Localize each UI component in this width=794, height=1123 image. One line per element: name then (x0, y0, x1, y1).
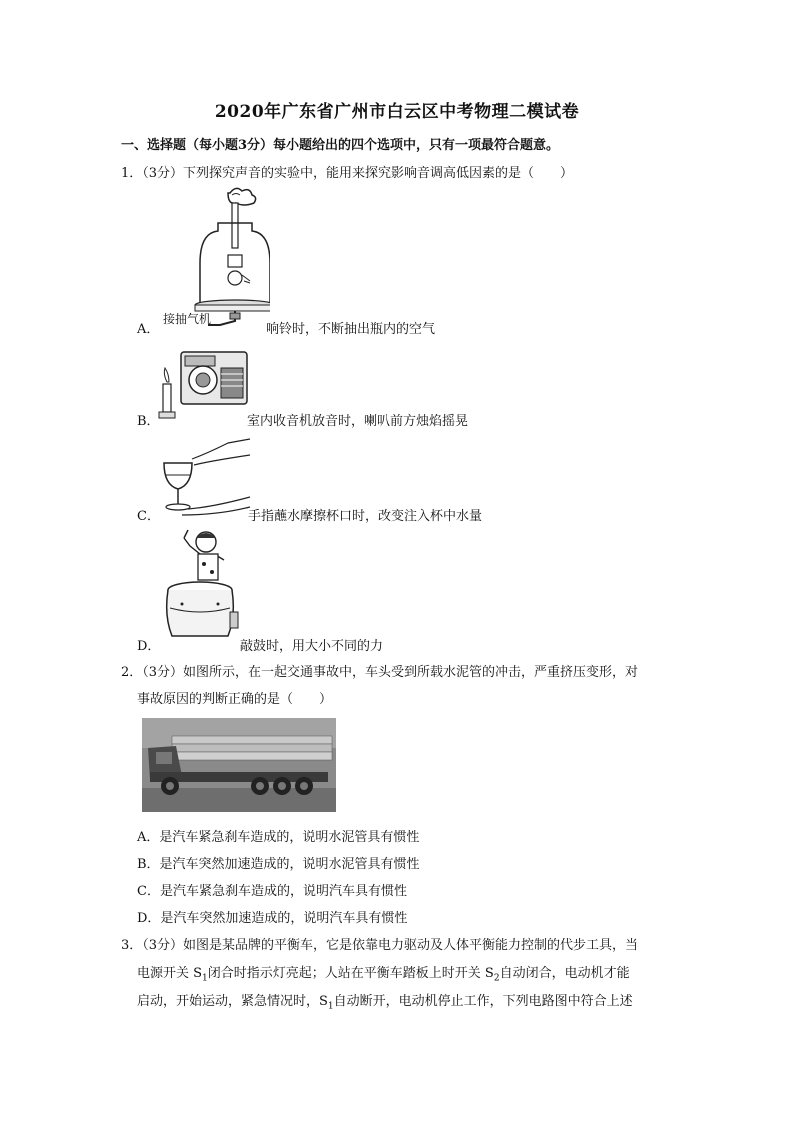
question-1-stem: 1．（3分）下列探究声音的实验中，能用来探究影响音调高低因素的是（ ） (121, 166, 574, 181)
pump-caption: 接抽气机 (163, 312, 212, 326)
q3-s1-subscript: 1 (202, 973, 208, 984)
q1-option-b-label[interactable]: B． (137, 414, 160, 429)
q1-option-d-label[interactable]: D． (137, 639, 161, 654)
q2-option-c[interactable]: C．是汽车紧急刹车造成的，说明汽车具有惯性 (137, 884, 407, 899)
q1-option-d-text: 敲鼓时，用大小不同的力 (240, 639, 384, 654)
page-title: 2020年广东省广州市白云区中考物理二模试卷 (214, 102, 580, 122)
q2-option-d[interactable]: D．是汽车突然加速造成的，说明汽车具有惯性 (137, 911, 408, 926)
q3-s2-subscript: 2 (493, 973, 500, 984)
question-3-line3 (137, 990, 633, 1012)
q1-option-a-text: 响铃时，不断抽出瓶内的空气 (266, 322, 436, 337)
q1-option-a-label[interactable]: A． (137, 322, 160, 337)
section-heading: 一、选择题（每小题3分）每小题给出的四个选项中，只有一项最符合题意。 (121, 138, 560, 153)
q3-line2-part-c: 自动闭合，电动机才能 (499, 966, 630, 981)
q3-line2-part-b: 闭合时指示灯亮起；人站在平衡车踏板上时开关 S (207, 966, 494, 981)
question-2-stem-line2: 事故原因的判断正确的是（ ） (137, 692, 333, 707)
question-3-line2 (137, 962, 630, 984)
question-3-line1: 3．（3分）如图是某品牌的平衡车，它是依靠电力驱动及人体平衡能力控制的代步工具，当 (121, 938, 639, 953)
q1-option-b-text: 室内收音机放音时，喇叭前方烛焰摇晃 (247, 414, 469, 429)
radio-candle-figure (155, 346, 250, 426)
q3-line3-part-b: 自动断开，电动机停止工作，下列电路图中符合上述 (333, 994, 633, 1009)
question-2-stem-line1: 2．（3分）如图所示，在一起交通事故中，车头受到所载水泥管的冲击，严重挤压变形，对 (121, 665, 639, 680)
q3-s1-subscript-2: 1 (327, 1001, 334, 1012)
truck-accident-photo (142, 718, 336, 812)
wine-glass-figure (158, 435, 253, 520)
q1-option-c-text: 手指蘸水摩擦杯口时，改变注入杯中水量 (248, 509, 483, 524)
q3-line2-part-a: 电源开关 S (137, 966, 203, 981)
q2-option-b[interactable]: B．是汽车突然加速造成的，说明水泥管具有惯性 (137, 857, 420, 872)
q3-line3-part-a: 启动，开始运动，紧急情况时，S (137, 994, 328, 1009)
q2-option-a[interactable]: A．是汽车紧急刹车造成的，说明水泥管具有惯性 (137, 830, 420, 845)
drum-boy-figure (160, 528, 242, 648)
q1-option-c-label[interactable]: C． (137, 509, 160, 524)
